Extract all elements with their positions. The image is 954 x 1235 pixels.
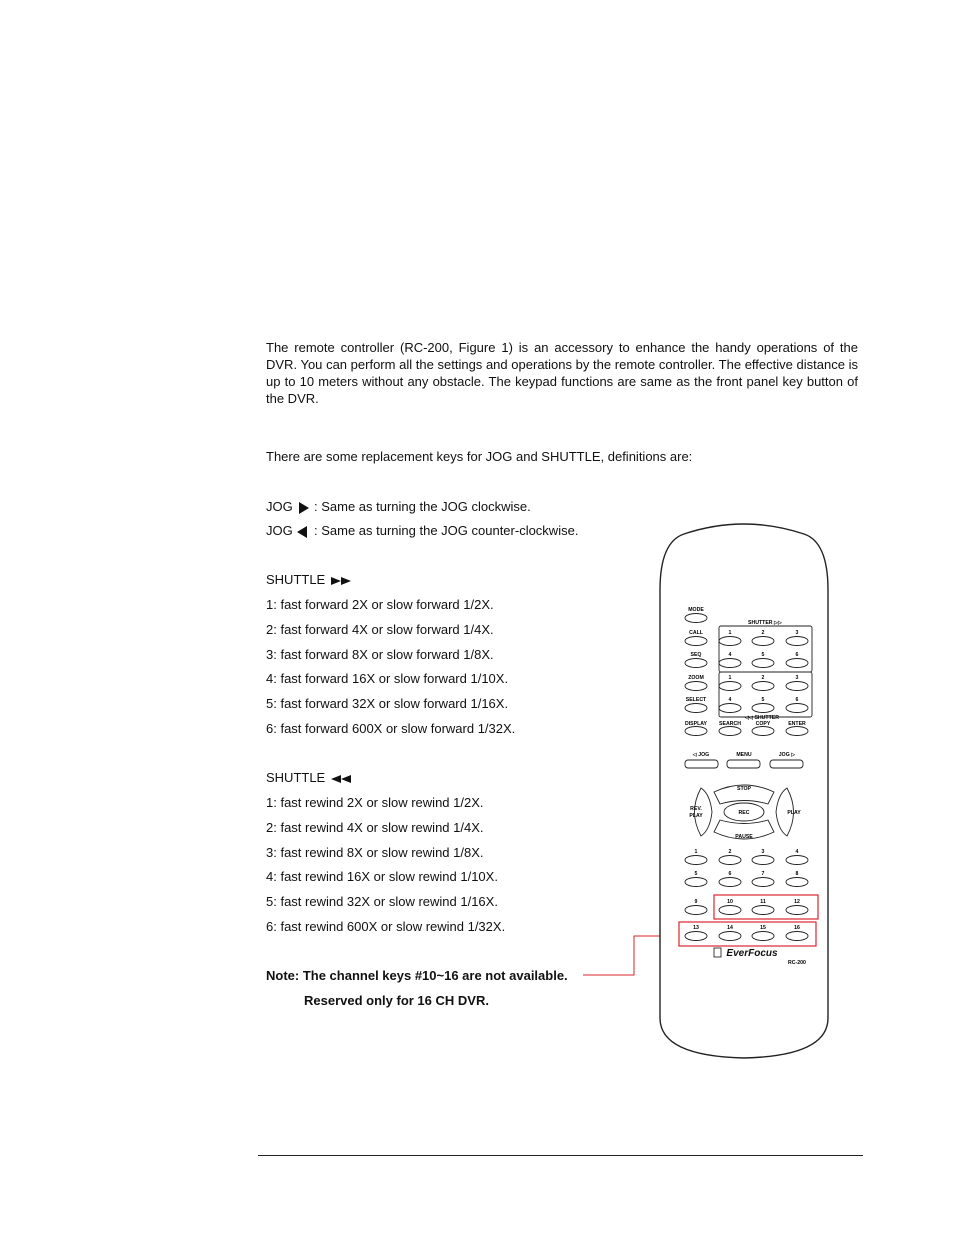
rev-play-key-line2: PLAY: [689, 813, 703, 819]
enter-key: ENTER: [788, 721, 806, 727]
jog-ccw-text: : Same as turning the JOG counter-clockwise.: [313, 523, 579, 538]
jog-right-key: JOG ▷: [778, 752, 796, 758]
shuttle-forward-item-5: 5: fast forward 32X or slow forward 1/16X.: [266, 696, 509, 711]
shutter-key-3: 3: [795, 630, 799, 636]
shutter-key-1: 1: [728, 630, 732, 636]
menu-key: MENU: [736, 752, 752, 758]
shuttle-rewind-label: SHUTTLE: [266, 770, 326, 785]
shuttle-forward-item-6: 6: fast forward 600X or slow forward 1/32X.: [266, 721, 516, 736]
shuttle-rewind-item-2: 2: fast rewind 4X or slow rewind 1/4X.: [266, 820, 484, 835]
shuttle-rewind-item-3: 3: fast rewind 8X or slow rewind 1/8X.: [266, 845, 484, 860]
shuttle-forward-heading: [266, 571, 355, 588]
shuttle-forward-label: SHUTTLE: [266, 572, 326, 587]
mode-key: MODE: [688, 607, 704, 613]
shuttle-rewind-heading: [266, 769, 355, 786]
intro-paragraph: The remote controller (RC-200, Figure 1) is an accessory to enhance the handy operations of the DVR. You can perform all the settings and operations by the remote controller. The effective distance is up to 10 meters without any obstacle. The keypad functions are same as the front panel key button of the DVR.: [266, 340, 858, 406]
note-line-1: Note: The channel keys #10~16 are not available.: [266, 968, 568, 983]
channel-key-15: 15: [760, 925, 766, 931]
play-key: PLAY: [787, 810, 801, 816]
stop-key: STOP: [736, 786, 752, 792]
search-key: SEARCH: [719, 721, 741, 727]
replacement-intro: There are some replacement keys for JOG and SHUTTLE, definitions are:: [266, 449, 693, 464]
rewind-shutter-key-6: 6: [795, 697, 799, 703]
channel-key-16: 16: [794, 925, 800, 931]
shutter-key-5: 5: [761, 652, 765, 658]
shuttle-forward-item-1: 1: fast forward 2X or slow forward 1/2X.: [266, 597, 494, 612]
shutter-key-2: 2: [761, 630, 765, 636]
channel-key-2: 2: [728, 849, 732, 855]
channel-key-7: 7: [761, 871, 765, 877]
shutter-rewind-label: ◁◁ SHUTTER: [745, 715, 779, 721]
rewind-icon: [329, 774, 355, 784]
jog-counterclockwise-line: [266, 522, 578, 539]
shutter-forward-label: SHUTTER ▷▷: [748, 620, 782, 626]
shuttle-rewind-item-4: 4: fast rewind 16X or slow rewind 1/10X.: [266, 869, 498, 884]
shuttle-rewind-item-1: 1: fast rewind 2X or slow rewind 1/2X.: [266, 795, 484, 810]
jog-left-key: ◁ JOG: [692, 752, 710, 758]
rec-key: REC: [738, 810, 750, 816]
shuttle-forward-item-4: 4: fast forward 16X or slow forward 1/10X.: [266, 671, 509, 686]
channel-key-9: 9: [694, 899, 698, 905]
rewind-shutter-key-5: 5: [761, 697, 765, 703]
channel-key-11: 11: [760, 899, 766, 905]
copy-key: COPY: [755, 721, 771, 727]
channel-key-14: 14: [727, 925, 733, 931]
display-key: DISPLAY: [684, 721, 708, 727]
shuttle-rewind-item-5: 5: fast rewind 32X or slow rewind 1/16X.: [266, 894, 498, 909]
channel-key-4: 4: [795, 849, 799, 855]
jog-cw-label: JOG: [266, 499, 293, 514]
zoom-key: ZOOM: [688, 675, 704, 681]
jog-right-triangle-icon: [296, 502, 310, 514]
shutter-key-4: 4: [728, 652, 732, 658]
jog-cw-text: : Same as turning the JOG clockwise.: [313, 499, 531, 514]
remote-controller-figure: [652, 520, 836, 1065]
note-line-2: Reserved only for 16 CH DVR.: [304, 993, 489, 1008]
shuttle-forward-item-2: 2: fast forward 4X or slow forward 1/4X.: [266, 622, 494, 637]
jog-clockwise-line: [266, 498, 531, 515]
rewind-shutter-key-1: 1: [728, 675, 732, 681]
jog-ccw-label: JOG: [266, 523, 293, 538]
channel-key-3: 3: [761, 849, 765, 855]
rev-play-key-line1: REV.: [690, 806, 702, 812]
channel-key-1: 1: [694, 849, 698, 855]
shuttle-forward-item-3: 3: fast forward 8X or slow forward 1/8X.: [266, 647, 494, 662]
rewind-shutter-key-3: 3: [795, 675, 799, 681]
brand-logo: EverFocus: [726, 948, 778, 959]
shuttle-rewind-item-6: 6: fast rewind 600X or slow rewind 1/32X.: [266, 919, 506, 934]
pause-key: PAUSE: [735, 834, 753, 840]
call-key: CALL: [689, 630, 703, 636]
rewind-shutter-key-2: 2: [761, 675, 765, 681]
rewind-shutter-key-4: 4: [728, 697, 732, 703]
channel-key-8: 8: [795, 871, 799, 877]
channel-key-10: 10: [727, 899, 733, 905]
channel-key-5: 5: [694, 871, 698, 877]
model-label: RC-200: [788, 960, 806, 966]
channel-key-13: 13: [693, 925, 699, 931]
channel-key-6: 6: [728, 871, 732, 877]
footer-rule: [258, 1155, 863, 1156]
channel-key-12: 12: [794, 899, 800, 905]
select-key: SELECT: [685, 697, 707, 703]
shutter-key-6: 6: [795, 652, 799, 658]
seq-key: SEQ: [690, 652, 702, 658]
jog-left-triangle-icon: [296, 526, 310, 538]
fast-forward-icon: [329, 576, 355, 586]
